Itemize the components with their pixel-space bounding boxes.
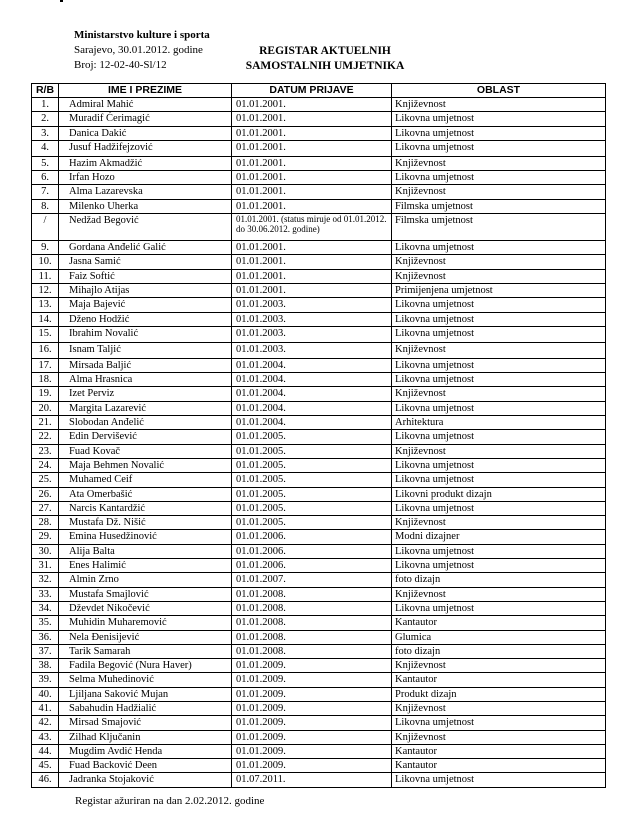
registration-date: 01.01.2007.: [232, 573, 392, 587]
artist-name: Danica Dakić: [59, 126, 232, 140]
row-number: 16.: [32, 342, 59, 358]
artist-name: Tarik Samarah: [59, 644, 232, 658]
artist-name: Jadranka Stojaković: [59, 773, 232, 787]
table-row: [32, 416, 606, 430]
registration-date: 01.01.2009.: [232, 687, 392, 701]
row-number: 7.: [32, 185, 59, 199]
artist-name: Sabahudin Hadžialić: [59, 701, 232, 715]
art-field: Likovna umjetnost: [392, 171, 606, 185]
artist-name: Nedžad Begović: [59, 214, 232, 241]
registration-date: 01.01.2006.: [232, 530, 392, 544]
registration-date: 01.01.2004.: [232, 401, 392, 415]
table-row: [32, 516, 606, 530]
artist-name: Jasna Samić: [59, 255, 232, 269]
art-field: Likovna umjetnost: [392, 501, 606, 515]
artist-name: Nela Đenisijević: [59, 630, 232, 644]
artist-name: Fadila Begović (Nura Haver): [59, 659, 232, 673]
reference-number: Broj: 12-02-40-Sl/12: [74, 59, 167, 71]
art-field: Književnost: [392, 701, 606, 715]
row-number: 29.: [32, 530, 59, 544]
art-field: Likovna umjetnost: [392, 559, 606, 573]
footer-note: Registar ažuriran na dan 2.02.2012. godine: [75, 795, 265, 807]
registration-date: 01.01.2001.: [232, 185, 392, 199]
registration-date: 01.01.2001.: [232, 126, 392, 140]
artist-name: Ata Omerbašić: [59, 487, 232, 501]
registration-date: 01.01.2001.: [232, 98, 392, 112]
row-number: 22.: [32, 430, 59, 444]
art-field: Književnost: [392, 659, 606, 673]
row-number: 45.: [32, 759, 59, 773]
registration-date: 01.01.2009.: [232, 730, 392, 744]
registration-date: 01.01.2001.: [232, 269, 392, 283]
art-field: Likovna umjetnost: [392, 773, 606, 787]
art-field: Filmska umjetnost: [392, 199, 606, 213]
row-number: 15.: [32, 326, 59, 342]
table-row: [32, 214, 606, 241]
row-number: /: [32, 214, 59, 241]
artists-register-table: [31, 83, 606, 788]
art-field: Književnost: [392, 516, 606, 530]
column-header-area: OBLAST: [392, 84, 606, 98]
row-number: 44.: [32, 744, 59, 758]
row-number: 19.: [32, 387, 59, 401]
row-number: 10.: [32, 255, 59, 269]
registration-date: 01.01.2001. (status miruje od 01.01.2012. do 30.06.2012. godine): [232, 214, 392, 241]
row-number: 39.: [32, 673, 59, 687]
art-field: Književnost: [392, 730, 606, 744]
art-field: Književnost: [392, 587, 606, 601]
row-number: 25.: [32, 473, 59, 487]
row-number: 11.: [32, 269, 59, 283]
artist-name: Ibrahim Novalić: [59, 326, 232, 342]
table-row: [32, 458, 606, 472]
registration-date: 01.01.2005.: [232, 501, 392, 515]
row-number: 33.: [32, 587, 59, 601]
row-number: 46.: [32, 773, 59, 787]
artist-name: Mirsad Smajović: [59, 716, 232, 730]
row-number: 35.: [32, 616, 59, 630]
row-number: 18.: [32, 373, 59, 387]
table-header-row: [32, 84, 606, 98]
table-row: [32, 530, 606, 544]
art-field: Književnost: [392, 156, 606, 170]
artist-name: Mugdim Avdić Henda: [59, 744, 232, 758]
table-row: [32, 199, 606, 213]
row-number: 42.: [32, 716, 59, 730]
art-field: Likovna umjetnost: [392, 312, 606, 326]
row-number: 26.: [32, 487, 59, 501]
registration-date: 01.01.2009.: [232, 701, 392, 715]
corner-mark: [60, 0, 63, 2]
artist-name: Maja Behmen Novalić: [59, 458, 232, 472]
row-number: 20.: [32, 401, 59, 415]
row-number: 13.: [32, 298, 59, 312]
row-number: 31.: [32, 559, 59, 573]
art-field: Likovni produkt dizajn: [392, 487, 606, 501]
art-field: Književnost: [392, 98, 606, 112]
art-field: Arhitektura: [392, 416, 606, 430]
table-row: [32, 559, 606, 573]
table-row: [32, 444, 606, 458]
art-field: Likovna umjetnost: [392, 430, 606, 444]
row-number: 37.: [32, 644, 59, 658]
art-field: foto dizajn: [392, 573, 606, 587]
registration-date: 01.01.2005.: [232, 516, 392, 530]
art-field: Književnost: [392, 342, 606, 358]
table-row: [32, 112, 606, 126]
registration-date: 01.01.2006.: [232, 559, 392, 573]
registration-date: 01.01.2005.: [232, 473, 392, 487]
table-row: [32, 326, 606, 342]
artist-name: Emina Husedžinović: [59, 530, 232, 544]
table-row: [32, 630, 606, 644]
table-row: [32, 241, 606, 255]
table-body: [32, 98, 606, 788]
registration-date: 01.01.2001.: [232, 171, 392, 185]
artist-name: Ljiljana Saković Mujan: [59, 687, 232, 701]
art-field: Likovna umjetnost: [392, 140, 606, 156]
art-field: Likovna umjetnost: [392, 126, 606, 140]
column-header-name: IME I PREZIME: [59, 84, 232, 98]
artist-name: Mustafa Dž. Nišić: [59, 516, 232, 530]
table-row: [32, 358, 606, 372]
table-row: [32, 312, 606, 326]
registration-date: 01.01.2001.: [232, 283, 392, 297]
art-field: Likovna umjetnost: [392, 401, 606, 415]
art-field: Glumica: [392, 630, 606, 644]
art-field: Likovna umjetnost: [392, 326, 606, 342]
registration-date: 01.01.2004.: [232, 373, 392, 387]
registration-date: 01.01.2008.: [232, 587, 392, 601]
artist-name: Mustafa Smajlović: [59, 587, 232, 601]
table-row: [32, 156, 606, 170]
art-field: Primijenjena umjetnost: [392, 283, 606, 297]
artist-name: Fuad Backović Deen: [59, 759, 232, 773]
art-field: Likovna umjetnost: [392, 716, 606, 730]
table-row: [32, 687, 606, 701]
registration-date: 01.01.2005.: [232, 458, 392, 472]
artist-name: Izet Perviz: [59, 387, 232, 401]
registration-date: 01.01.2001.: [232, 241, 392, 255]
row-number: 14.: [32, 312, 59, 326]
art-field: Likovna umjetnost: [392, 298, 606, 312]
table-row: [32, 673, 606, 687]
table-row: [32, 401, 606, 415]
row-number: 21.: [32, 416, 59, 430]
table-row: [32, 185, 606, 199]
row-number: 3.: [32, 126, 59, 140]
row-number: 27.: [32, 501, 59, 515]
table-row: [32, 487, 606, 501]
art-field: Likovna umjetnost: [392, 473, 606, 487]
table-row: [32, 171, 606, 185]
table-row: [32, 773, 606, 787]
table-row: [32, 342, 606, 358]
document-header: [74, 28, 210, 73]
row-number: 2.: [32, 112, 59, 126]
table-row: [32, 730, 606, 744]
art-field: Likovna umjetnost: [392, 601, 606, 615]
artist-name: Selma Muhedinović: [59, 673, 232, 687]
artist-name: Fuad Kovač: [59, 444, 232, 458]
row-number: 24.: [32, 458, 59, 472]
registration-date: 01.01.2009.: [232, 659, 392, 673]
table-row: [32, 601, 606, 615]
registration-date: 01.01.2009.: [232, 759, 392, 773]
art-field: Kantautor: [392, 616, 606, 630]
row-number: 6.: [32, 171, 59, 185]
column-header-rb: R/B: [32, 84, 59, 98]
art-field: Likovna umjetnost: [392, 373, 606, 387]
table-row: [32, 573, 606, 587]
artist-name: Mihajlo Atijas: [59, 283, 232, 297]
artist-name: Muhamed Ceif: [59, 473, 232, 487]
artist-name: Hazim Akmadžić: [59, 156, 232, 170]
row-number: 28.: [32, 516, 59, 530]
artist-name: Faiz Softić: [59, 269, 232, 283]
row-number: 4.: [32, 140, 59, 156]
row-number: 1.: [32, 98, 59, 112]
registration-date: 01.01.2001.: [232, 140, 392, 156]
table-row: [32, 644, 606, 658]
registration-date: 01.01.2005.: [232, 444, 392, 458]
table-row: [32, 587, 606, 601]
table-row: [32, 759, 606, 773]
table-row: [32, 255, 606, 269]
registration-date: 01.01.2001.: [232, 156, 392, 170]
art-field: Kantautor: [392, 744, 606, 758]
artist-name: Alma Hrasnica: [59, 373, 232, 387]
artist-name: Maja Bajević: [59, 298, 232, 312]
artist-name: Narcis Kantardžić: [59, 501, 232, 515]
artist-name: Enes Halimić: [59, 559, 232, 573]
table-row: [32, 269, 606, 283]
art-field: Književnost: [392, 269, 606, 283]
artist-name: Alija Balta: [59, 544, 232, 558]
art-field: Likovna umjetnost: [392, 241, 606, 255]
artist-name: Muradif Ćerimagić: [59, 112, 232, 126]
artist-name: Milenko Uherka: [59, 199, 232, 213]
title-line-1: REGISTAR AKTUELNIH: [259, 45, 391, 57]
table-row: [32, 616, 606, 630]
row-number: 36.: [32, 630, 59, 644]
row-number: 17.: [32, 358, 59, 372]
place-date: Sarajevo, 30.01.2012. godine: [74, 44, 203, 56]
table-row: [32, 283, 606, 297]
registration-date: 01.01.2003.: [232, 326, 392, 342]
art-field: Književnost: [392, 185, 606, 199]
art-field: Filmska umjetnost: [392, 214, 606, 241]
registration-date: 01.01.2008.: [232, 601, 392, 615]
row-number: 38.: [32, 659, 59, 673]
table-row: [32, 659, 606, 673]
registration-date: 01.01.2008.: [232, 630, 392, 644]
row-number: 9.: [32, 241, 59, 255]
registration-date: 01.01.2003.: [232, 312, 392, 326]
registration-date: 01.01.2001.: [232, 255, 392, 269]
artist-name: Admiral Mahić: [59, 98, 232, 112]
registration-date: 01.01.2003.: [232, 298, 392, 312]
table-row: [32, 544, 606, 558]
artist-name: Dževdet Nikočević: [59, 601, 232, 615]
artist-name: Irfan Hozo: [59, 171, 232, 185]
artist-name: Mirsada Baljić: [59, 358, 232, 372]
row-number: 41.: [32, 701, 59, 715]
table-row: [32, 373, 606, 387]
table-row: [32, 98, 606, 112]
art-field: Književnost: [392, 255, 606, 269]
artist-name: Almin Zrno: [59, 573, 232, 587]
table-row: [32, 501, 606, 515]
artist-name: Alma Lazarevska: [59, 185, 232, 199]
ministry-name: Ministarstvo kulture i sporta: [74, 29, 210, 41]
registration-date: 01.01.2008.: [232, 644, 392, 658]
registration-date: 01.01.2004.: [232, 416, 392, 430]
table-row: [32, 126, 606, 140]
row-number: 23.: [32, 444, 59, 458]
registration-date: 01.01.2003.: [232, 342, 392, 358]
art-field: Književnost: [392, 387, 606, 401]
registration-date: 01.01.2006.: [232, 544, 392, 558]
registration-date: 01.01.2005.: [232, 430, 392, 444]
row-number: 32.: [32, 573, 59, 587]
art-field: foto dizajn: [392, 644, 606, 658]
row-number: 34.: [32, 601, 59, 615]
row-number: 43.: [32, 730, 59, 744]
art-field: Likovna umjetnost: [392, 544, 606, 558]
art-field: Kantautor: [392, 673, 606, 687]
artist-name: Margita Lazarević: [59, 401, 232, 415]
artist-name: Edin Dervišević: [59, 430, 232, 444]
artist-name: Jusuf Hadžifejzović: [59, 140, 232, 156]
title-line-2: SAMOSTALNIH UMJETNIKA: [245, 60, 405, 72]
art-field: Likovna umjetnost: [392, 458, 606, 472]
art-field: Likovna umjetnost: [392, 358, 606, 372]
registration-date: 01.01.2001.: [232, 199, 392, 213]
artist-name: Gordana Anđelić Galić: [59, 241, 232, 255]
document-title: [240, 44, 410, 74]
row-number: 5.: [32, 156, 59, 170]
row-number: 40.: [32, 687, 59, 701]
art-field: Kantautor: [392, 759, 606, 773]
table-row: [32, 298, 606, 312]
artist-name: Isnam Taljić: [59, 342, 232, 358]
column-header-date: DATUM PRIJAVE: [232, 84, 392, 98]
table-row: [32, 744, 606, 758]
registration-date: 01.01.2004.: [232, 358, 392, 372]
registration-date: 01.01.2008.: [232, 616, 392, 630]
table-row: [32, 701, 606, 715]
registration-date: 01.01.2005.: [232, 487, 392, 501]
registration-date: 01.01.2004.: [232, 387, 392, 401]
row-number: 12.: [32, 283, 59, 297]
row-number: 8.: [32, 199, 59, 213]
table-row: [32, 473, 606, 487]
registration-date: 01.07.2011.: [232, 773, 392, 787]
artist-name: Zilhad Ključanin: [59, 730, 232, 744]
table-row: [32, 140, 606, 156]
artist-name: Muhidin Muharemović: [59, 616, 232, 630]
table-row: [32, 430, 606, 444]
registration-date: 01.01.2001.: [232, 112, 392, 126]
art-field: Književnost: [392, 444, 606, 458]
registration-date: 01.01.2009.: [232, 716, 392, 730]
art-field: Likovna umjetnost: [392, 112, 606, 126]
table-row: [32, 716, 606, 730]
art-field: Produkt dizajn: [392, 687, 606, 701]
artist-name: Dženo Hodžić: [59, 312, 232, 326]
art-field: Modni dizajner: [392, 530, 606, 544]
row-number: 30.: [32, 544, 59, 558]
table-row: [32, 387, 606, 401]
registration-date: 01.01.2009.: [232, 673, 392, 687]
artist-name: Slobodan Anđelić: [59, 416, 232, 430]
registration-date: 01.01.2009.: [232, 744, 392, 758]
